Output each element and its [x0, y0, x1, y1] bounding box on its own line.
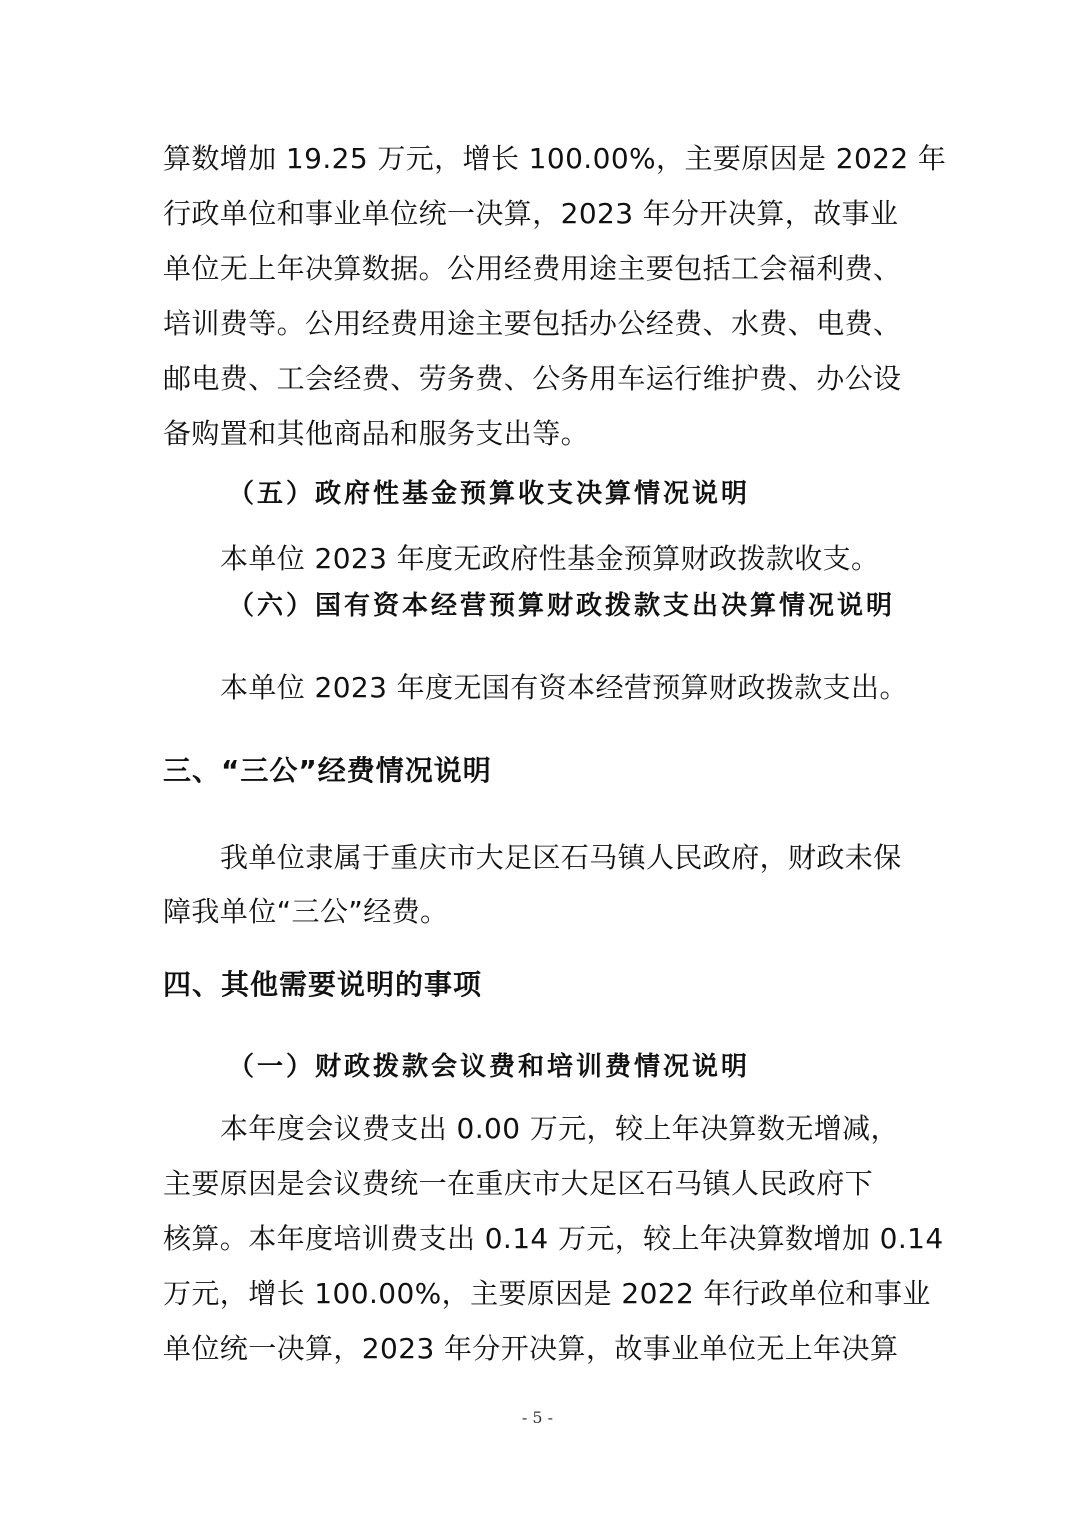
section-6-heading: （六）国有资本经营预算财政拨款支出决算情况说明 [228, 591, 896, 621]
part-4-heading: 四、其他需要说明的事项 [163, 968, 483, 1001]
part-4-text-line: 本年度会议费支出 0.00 万元，较上年决算数无增减， [220, 1112, 899, 1145]
section-5-heading: （五）政府性基金预算收支决算情况说明 [228, 479, 751, 509]
body-text-line: 培训费等。公用经费用途主要包括办公经费、水费、电费、 [163, 307, 902, 340]
part-4-text-line: 单位统一决算，2023 年分开决算，故事业单位无上年决算 [163, 1332, 899, 1365]
body-text-line: 行政单位和事业单位统一决算，2023 年分开决算，故事业 [163, 197, 899, 230]
section-5-text: 本单位 2023 年度无政府性基金预算财政拨款收支。 [220, 542, 880, 575]
part-3-text-line: 障我单位“三公”经费。 [163, 895, 449, 928]
part-3-text-line: 我单位隶属于重庆市大足区石马镇人民政府，财政未保 [220, 841, 902, 874]
body-text-line: 备购置和其他商品和服务支出等。 [163, 417, 590, 450]
page-number: - 5 - [521, 1408, 554, 1427]
section-6-text: 本单位 2023 年度无国有资本经营预算财政拨款支出。 [220, 671, 908, 704]
part-4-sub-heading: （一）财政拨款会议费和培训费情况说明 [228, 1052, 751, 1082]
part-3-heading: 三、“三公”经费情况说明 [163, 754, 492, 787]
body-text-line: 算数增加 19.25 万元，增长 100.00%，主要原因是 2022 年 [163, 142, 947, 175]
part-4-text-line: 主要原因是会议费统一在重庆市大足区石马镇人民政府下 [163, 1167, 874, 1200]
part-4-text-line: 万元，增长 100.00%，主要原因是 2022 年行政单位和事业 [163, 1277, 931, 1310]
part-4-text-line: 核算。本年度培训费支出 0.14 万元，较上年决算数增加 0.14 [163, 1222, 944, 1255]
body-text-line: 单位无上年决算数据。公用经费用途主要包括工会福利费、 [163, 252, 902, 285]
body-text-line: 邮电费、工会经费、劳务费、公务用车运行维护费、办公设 [163, 362, 902, 395]
